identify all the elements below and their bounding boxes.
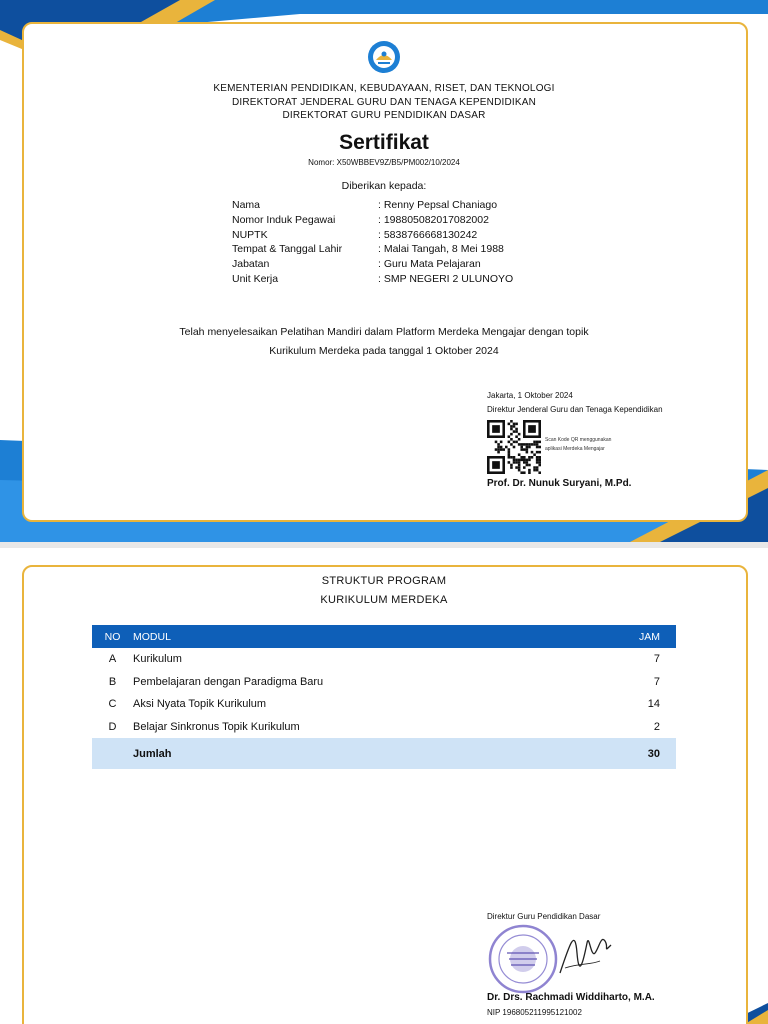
row-module: Aksi Nyata Topik Kurikulum (133, 698, 267, 711)
total-hours: 30 (600, 738, 676, 769)
row-module: Pembelajaran dengan Paradigma Baru (133, 675, 324, 688)
completion-text-line1: Telah menyelesaikan Pelatihan Mandiri dalam Platform Merdeka Mengajar dengan topik (179, 326, 589, 338)
directorate-name: DIREKTORAT GURU PENDIDIKAN DASAR (282, 110, 486, 121)
row-module: Kurikulum (133, 653, 182, 666)
qr-note-line1: Scan Kode QR menggunakan (545, 437, 612, 443)
program-subtitle: KURIKULUM MERDEKA (320, 594, 448, 606)
info-value: : 198805082017082002 (378, 214, 489, 226)
program-signer-name: Dr. Drs. Rachmadi Widdiharto, M.A. (487, 992, 655, 1003)
info-label: Nama (232, 199, 261, 211)
ministry-name: KEMENTERIAN PENDIDIKAN, KEBUDAYAAN, RISET, DAN TEKNOLOGI (213, 83, 555, 94)
given-to-label: Diberikan kepada: (341, 180, 427, 192)
table-row (92, 648, 676, 671)
info-label: Jabatan (232, 258, 270, 270)
table-row (92, 716, 676, 739)
row-hours: 7 (653, 653, 660, 666)
info-value: : Renny Pepsal Chaniago (378, 199, 498, 211)
row-hours: 2 (653, 720, 660, 733)
column-header-hours: JAM (600, 625, 676, 648)
table-total-row (92, 738, 676, 769)
module-table (92, 625, 676, 769)
signer-title: Direktur Jenderal Guru dan Tenaga Kependidikan (487, 405, 663, 414)
info-label: Unit Kerja (232, 273, 279, 285)
table-header-row (92, 625, 676, 648)
info-value: : SMP NEGERI 2 ULUNOYO (378, 273, 514, 285)
column-header-no: NO (92, 625, 133, 648)
column-header-module: MODUL (133, 625, 600, 648)
row-hours: 7 (653, 675, 660, 688)
info-value: : Guru Mata Pelajaran (378, 258, 481, 270)
program-title: STRUKTUR PROGRAM (321, 575, 447, 587)
row-no: A (108, 653, 117, 666)
table-row (92, 693, 676, 716)
table-row (92, 671, 676, 694)
program-page (0, 548, 768, 1024)
info-label: Nomor Induk Pegawai (232, 214, 336, 226)
place-date: Jakarta, 1 Oktober 2024 (487, 391, 573, 400)
signer-name: Prof. Dr. Nunuk Suryani, M.Pd. (487, 478, 632, 489)
signature-icon (555, 923, 615, 983)
program-signer-title: Direktur Guru Pendidikan Dasar (487, 912, 601, 921)
row-module: Belajar Sinkronus Topik Kurikulum (133, 720, 300, 733)
completion-text-line2: Kurikulum Merdeka pada tanggal 1 Oktober 2024 (269, 345, 499, 357)
directorate-general-name: DIREKTORAT JENDERAL GURU DAN TENAGA KEPENDIDIKAN (231, 97, 537, 108)
row-no: B (108, 675, 117, 688)
info-value: : 5838766668130242 (378, 229, 478, 241)
certificate-title: Sertifikat (339, 131, 429, 154)
info-label: Tempat & Tanggal Lahir (232, 243, 343, 255)
official-stamp-icon (487, 923, 559, 995)
qr-code-icon (487, 420, 541, 474)
qr-note-line2: aplikasi Merdeka Mengajar (545, 446, 605, 452)
certificate-number: Nomor: X50WBBEV9Z/B5/PM002/10/2024 (308, 158, 460, 167)
ministry-logo-icon (367, 40, 401, 74)
row-hours: 14 (647, 698, 660, 711)
info-value: : Malai Tangah, 8 Mei 1988 (378, 243, 504, 255)
program-signer-nip: NIP 196805211995121002 (487, 1008, 582, 1017)
row-no: C (108, 698, 117, 711)
total-spacer (92, 738, 133, 769)
info-label: NUPTK (232, 229, 268, 241)
row-no: D (108, 720, 117, 733)
total-label: Jumlah (133, 738, 600, 769)
